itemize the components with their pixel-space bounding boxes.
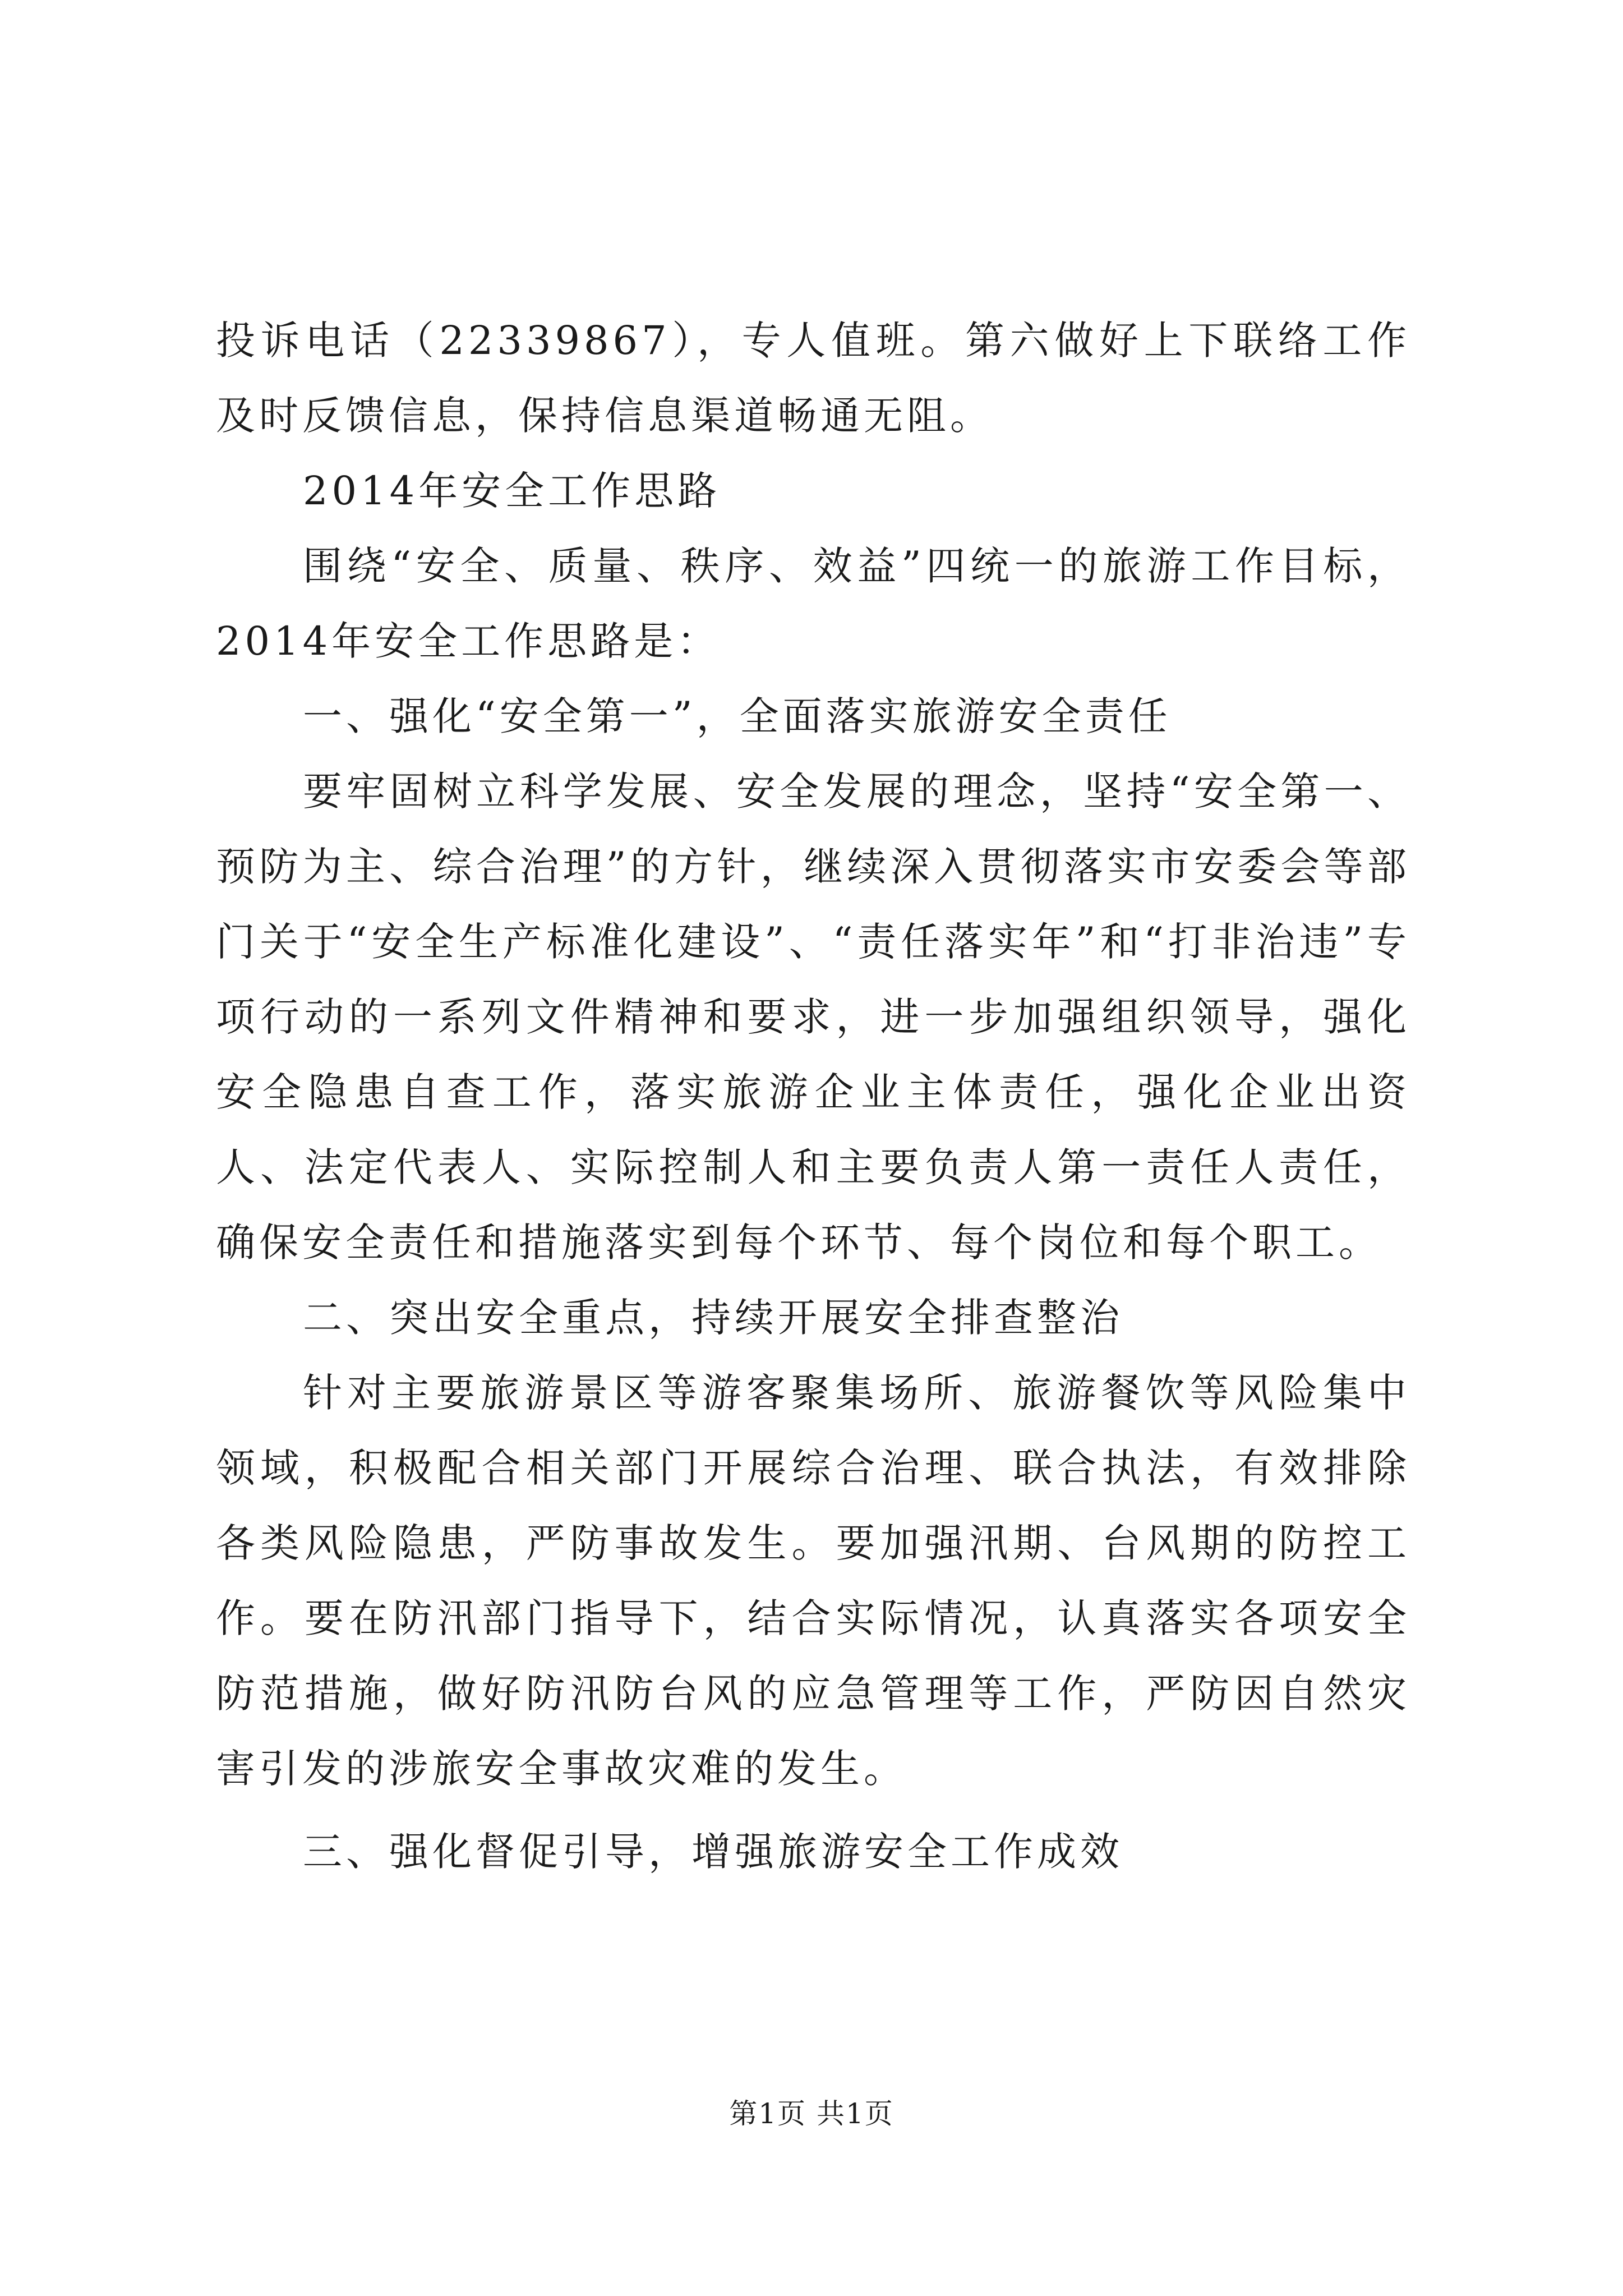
section-heading-2: 二、突出安全重点，持续开展安全排查整治 [303, 1295, 1123, 1341]
paragraph-intro: 围绕“安全、质量、秩序、效益”四统一的旅游工作目标，2014年安全工作思路是： [216, 543, 1410, 664]
section-heading-3: 三、强化督促引导，增强旅游安全工作成效 [303, 1829, 1123, 1875]
document-body [216, 303, 1410, 1889]
heading-2014-safety-plan: 2014年安全工作思路 [303, 468, 721, 514]
page-number-footer: 第1页 共1页 [729, 2097, 894, 2130]
paragraph-section-2: 针对主要旅游景区等游客聚集场所、旅游餐饮等风险集中领域，积极配合相关部门开展综合治理、联合执法，有效排除各类风险隐患，严防事故发生。要加强汛期、台风期的防控工作。要在防汛部门指导下，结合实际情况，认真落实各项安全防范措施，做好防汛防台风的应急管理等工作，严防因自然灾害引发的涉旅安全事故灾难的发生。 [216, 1370, 1410, 1792]
paragraph-continuation: 投诉电话（22339867），专人值班。第六做好上下联络工作及时反馈信息，保持信息渠道畅通无阻。 [216, 318, 1410, 439]
section-heading-1: 一、强化“安全第一”，全面落实旅游安全责任 [303, 693, 1172, 739]
paragraph-section-1: 要牢固树立科学发展、安全发展的理念，坚持“安全第一、预防为主、综合治理”的方针，继续深入贯彻落实市安委会等部门关于“安全生产标准化建设”、“责任落实年”和“打非治违”专项行动的一系列文件精神和要求，进一步加强组织领导，强化安全隐患自查工作，落实旅游企业主体责任，强化企业出资人、法定代表人、实际控制人和主要负责人第一责任人责任，确保安全责任和措施落实到每个环节、每个岗位和每个职工。 [216, 769, 1410, 1266]
